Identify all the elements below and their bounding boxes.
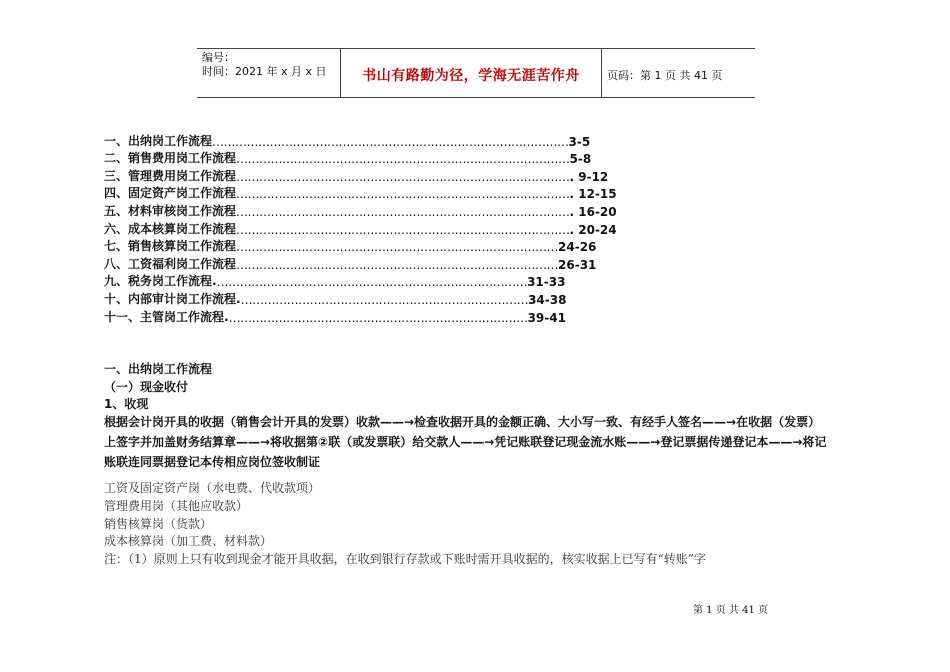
toc-leader: ……………………………………………………………………………: [236, 204, 570, 219]
toc-leader: ………………………………………………………………………: [216, 275, 528, 290]
toc-item: [104, 131, 624, 149]
page-header: [197, 48, 755, 98]
section-item: 1、收现: [104, 397, 149, 411]
toc-page: 39-41: [527, 310, 566, 325]
toc-leader: …………………………………………………………………………: [236, 257, 559, 272]
toc-item: [104, 184, 624, 202]
toc-page: . 12-15: [569, 187, 617, 202]
toc-page: 26-31: [558, 257, 597, 272]
toc-page: 34-38: [528, 292, 567, 307]
toc-leader: ……………………………………………………………………………: [236, 152, 570, 167]
toc-leader: …………………………………………………………………………: [236, 240, 559, 255]
toc-item: [104, 307, 624, 325]
toc-page: . 20-24: [569, 222, 617, 237]
toc-leader: …………………………………………………………………: [240, 292, 529, 307]
toc-label: 三、管理费用岗工作流程: [104, 168, 237, 183]
toc-item: [104, 219, 624, 237]
toc-leader: ……………………………………………………………………………: [236, 222, 570, 237]
toc-item: [104, 237, 624, 255]
header-motto: 书山有路勤为径，学海无涯苦作舟: [362, 68, 580, 84]
toc-leader: ……………………………………………………………………: [228, 310, 528, 325]
serial-label: 编号：: [202, 51, 235, 64]
toc-label: 十一、主管岗工作流程.: [104, 309, 229, 324]
toc-label: 四、固定资产岗工作流程: [104, 186, 237, 201]
toc-leader: ……………………………………………………………………………: [236, 187, 570, 202]
list-item: 销售核算岗（货款）: [104, 517, 213, 531]
toc-item: [104, 201, 624, 219]
toc-label: 七、销售核算岗工作流程: [104, 239, 237, 254]
toc-label: 十、内部审计岗工作流程.: [104, 291, 241, 306]
toc-page: . 16-20: [569, 204, 617, 219]
flow-paragraph: 根据会计岗开具的收据（销售会计开具的发票）收款——→检查收据开具的金额正确、大小写一致、有经手人签名——→在收据（发票）上签字并加盖财务结算章——→将收据第②联（或发票联）给交款人——→凭记账联登记现金流水账——→登记票据传递登记本——→将记账联连同票据登记本传相应岗位签收制证: [104, 415, 827, 469]
header-divider: [601, 49, 602, 97]
toc-item: [104, 272, 624, 290]
note-line: 注：（1）原则上只有收到现金才能开具收据，在收到银行存款或下账时需开具收据的，核实收据上已写有“转账”字: [104, 552, 706, 566]
table-of-contents: [104, 131, 624, 325]
toc-page: 24-26: [558, 240, 597, 255]
toc-page: 3-5: [568, 134, 591, 149]
list-item: 成本核算岗（加工费、材料款）: [104, 534, 273, 548]
toc-label: 一、出纳岗工作流程: [104, 133, 213, 148]
toc-page: . 9-12: [569, 169, 609, 184]
toc-label: 九、税务岗工作流程.: [104, 274, 217, 289]
page-footer: 第 1 页 共 41 页: [693, 605, 768, 616]
section-title: 一、出纳岗工作流程: [104, 362, 213, 376]
toc-item: [104, 149, 624, 167]
header-info: [202, 51, 327, 79]
toc-label: 五、材料审核岗工作流程: [104, 203, 237, 218]
toc-leader: …………………………………………………………………………………: [212, 134, 569, 149]
toc-page: 5-8: [569, 152, 592, 167]
toc-label: 二、销售费用岗工作流程: [104, 151, 237, 166]
list-item: 工资及固定资产岗（水电费、代收款项）: [104, 481, 321, 495]
section-subtitle: （一）现金收付: [104, 380, 189, 394]
toc-label: 六、成本核算岗工作流程: [104, 221, 237, 236]
list-item: 管理费用岗（其他应收款）: [104, 499, 249, 513]
toc-item: [104, 254, 624, 272]
toc-item: [104, 289, 624, 307]
toc-leader: ……………………………………………………………………………: [236, 169, 570, 184]
toc-label: 八、工资福利岗工作流程: [104, 256, 237, 271]
header-page-label: 页码：第 1 页 共 41 页: [607, 69, 723, 82]
time-label: 时间：2021 年 x 月 x 日: [202, 65, 327, 78]
toc-page: 31-33: [527, 275, 566, 290]
toc-item: [104, 166, 624, 184]
